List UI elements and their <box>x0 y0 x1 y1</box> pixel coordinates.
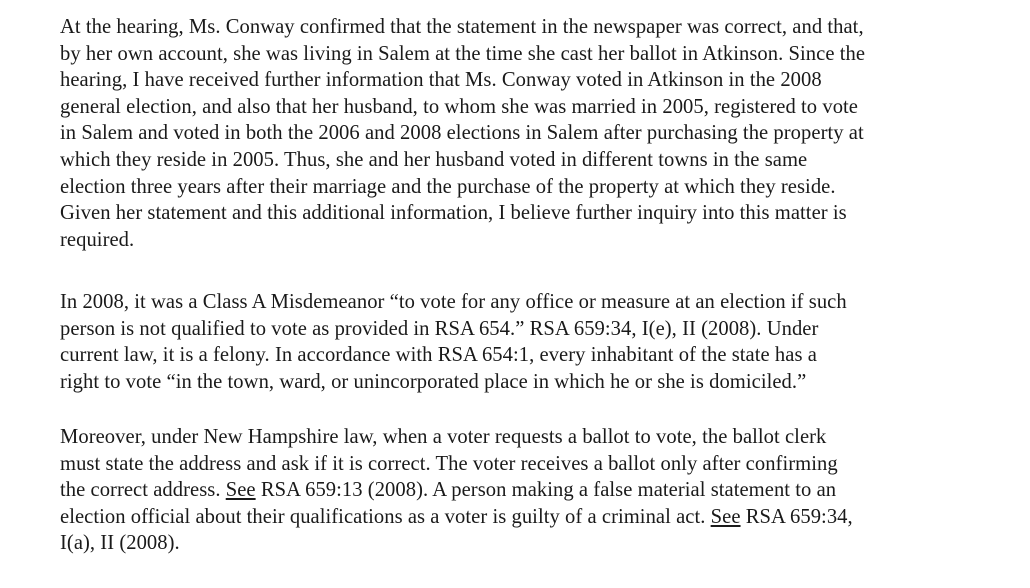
text-line: hearing, I have received further information that Ms. Conway voted in Atkinson in the 2008 <box>60 69 822 92</box>
see-citation-signal: See <box>710 505 741 528</box>
text-line: I(a), II (2008). <box>60 532 180 555</box>
text-line: general election, and also that her husband, to whom she was married in 2005, registered to vote <box>60 95 859 118</box>
text-line: in Salem and voted in both the 2006 and 2008 elections in Salem after purchasing the property at <box>60 122 864 145</box>
text-segment: RSA 659:34, <box>740 505 853 528</box>
text-segment: RSA 659:13 (2008). A person making a false material statement to an <box>255 479 837 502</box>
text-line: Moreover, under New Hampshire law, when a voter requests a ballot to vote, the ballot clerk <box>60 426 827 448</box>
text-line: by her own account, she was living in Salem at the time she cast her ballot in Atkinson. Since the <box>60 42 866 65</box>
see-citation-signal: See <box>225 479 256 502</box>
text-line: election three years after their marriage and the purchase of the property at which they reside. <box>60 175 836 198</box>
text-line: Given her statement and this additional information, I believe further inquiry into this matter is <box>60 202 847 225</box>
paragraph-misdemeanor <box>60 289 1020 395</box>
text-line: current law, it is a felony. In accordance with RSA 654:1, every inhabitant of the state has a <box>60 344 817 367</box>
text-segment: the correct address. <box>60 479 226 502</box>
text-line: person is not qualified to vote as provided in RSA 654.” RSA 659:34, I(e), II (2008). Under <box>60 317 819 340</box>
text-line <box>60 504 1020 531</box>
text-segment: election official about their qualifications as a voter is guilty of a criminal act. <box>60 505 711 528</box>
text-line: right to vote “in the town, ward, or unincorporated place in which he or she is domiciled.” <box>60 370 807 393</box>
text-line <box>60 477 1020 504</box>
text-line: must state the address and ask if it is correct. The voter receives a ballot only after confirming <box>60 452 838 475</box>
paragraph-ballot-clerk <box>60 424 1020 557</box>
text-line: required. <box>60 228 135 251</box>
text-line: In 2008, it was a Class A Misdemeanor “to vote for any office or measure at an election if such <box>60 291 847 313</box>
text-line: which they reside in 2005. Thus, she and her husband voted in different towns in the same <box>60 148 808 171</box>
paragraph-hearing <box>60 14 1020 253</box>
text-line: At the hearing, Ms. Conway confirmed that the statement in the newspaper was correct, and that, <box>60 16 864 38</box>
